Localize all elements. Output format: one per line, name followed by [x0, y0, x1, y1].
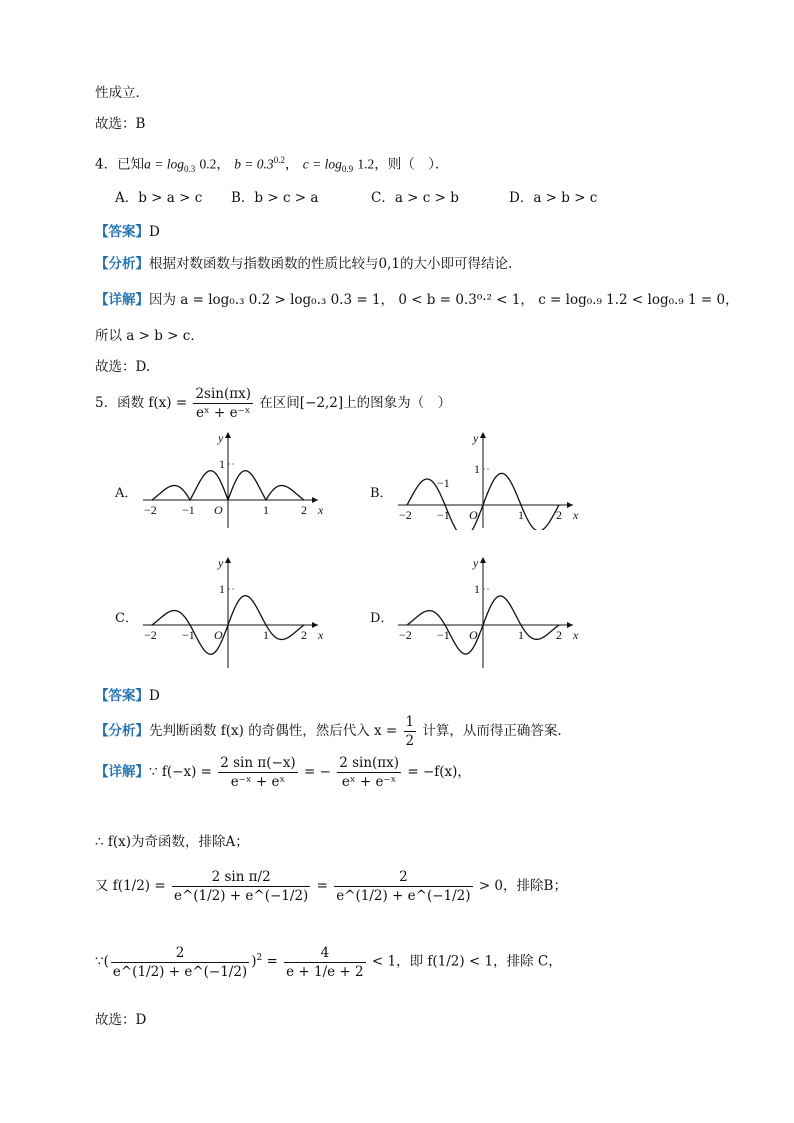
graph-b — [393, 430, 593, 530]
q5-stem: 5．函数 f(x) = $\frac{2\sin(\pi x)}{\text{eˣ + e⁻ˣ}}$ 在区间[−2,2]上的图象为（ ） — [95, 386, 452, 421]
q4-detail: 【详解】因为 a = log₀.₃ 0.2 > log₀.₃ 0.3 = 1， 0 < b = 0.3⁰·² < 1， c = log₀.₉ 1.2 < log₀.₉ 1 = 0， — [95, 292, 739, 308]
q4-stem: 4．已知$a = \log_{0.3} 0.2$， $b = 0.3^{0.2}$， $c = \log_{0.9} 1.2$，则（ ）． — [95, 155, 449, 175]
x-tick-1: 1 — [263, 503, 269, 517]
x-tick-1: 1 — [518, 508, 524, 522]
q5-analysis: 【分析】先判断函数 f(x) 的奇偶性，然后代入 x = $\frac{1}{2}$ 计算，从而得正确答案. — [95, 714, 562, 749]
option-a: A．b > a > c — [115, 190, 203, 206]
option-c: C．a > c > b — [371, 190, 459, 206]
origin-label: O — [469, 628, 478, 642]
q5-square-line: ∵( $\frac{2}{e\^{}(1/2) + e\^{}(-1/2)}$ )$^2$ = $\frac{4}{e + 1/e + 2}$ < 1，即 f(1/2) < 1，排除 C， — [95, 944, 562, 980]
x-tick-neg2: −2 — [399, 628, 412, 642]
y-axis-label: y — [473, 431, 479, 445]
x-tick-neg1: −1 — [437, 508, 450, 522]
continuation-text: 性成立． — [95, 85, 149, 101]
q4-conclusion: 所以 a > b > c． — [95, 328, 204, 344]
graph-label-a: A． — [115, 486, 138, 501]
q5-odd-line: ∴ f(x)为奇函数，排除A； — [95, 834, 249, 850]
y-tick-neg-one: −1 — [437, 476, 450, 490]
q4-final: 故选：D. — [95, 359, 151, 375]
x-tick-2: 2 — [301, 628, 307, 642]
y-axis-arrow — [480, 557, 486, 563]
y-axis-label: y — [218, 556, 224, 570]
y-axis-arrow — [480, 432, 486, 438]
x-axis-label: x — [573, 628, 579, 642]
y-axis-arrow — [225, 432, 231, 438]
x-tick-1: 1 — [518, 628, 524, 642]
q4-analysis: 【分析】根据对数函数与指数函数的性质比较与0,1的大小即可得结论. — [95, 256, 513, 272]
option-d: D．a > b > c — [509, 190, 598, 206]
x-axis-label: x — [573, 508, 579, 522]
x-tick-neg2: −2 — [144, 503, 157, 517]
x-tick-neg1: −1 — [182, 628, 195, 642]
x-tick-neg2: −2 — [144, 628, 157, 642]
y-tick-one: 1 — [474, 582, 480, 596]
previous-answer: 故选：B — [95, 116, 146, 132]
graph-c — [138, 555, 338, 670]
q4-answer: 【答案】D — [95, 224, 160, 240]
graph-label-b: B． — [370, 486, 393, 501]
graph-a — [138, 430, 338, 530]
x-tick-2: 2 — [556, 508, 562, 522]
option-b: B．b > c > a — [231, 190, 319, 206]
graph-label-c: C． — [115, 611, 138, 626]
x-axis-label: x — [318, 503, 324, 517]
y-tick-one: 1 — [474, 462, 480, 476]
q5-half-line: 又 f(1/2) = $\frac{\text{2 sin π/2}}{e\^{}(1/2) + e\^{}(-1/2)}$ = $\frac{2}{e\^{}(1/2) + e\^{}(-1/2)}$ > 0，排除B； — [95, 869, 567, 904]
graph-label-d: D． — [370, 611, 394, 626]
origin-label: O — [214, 503, 223, 517]
graph-d — [393, 555, 593, 670]
x-axis-label: x — [318, 628, 324, 642]
x-tick-2: 2 — [301, 503, 307, 517]
q5-answer: 【答案】D — [95, 688, 160, 704]
q5-final: 故选：D — [95, 1012, 147, 1028]
y-tick-one: 1 — [219, 582, 225, 596]
x-tick-neg2: −2 — [399, 508, 412, 522]
x-tick-neg1: −1 — [182, 503, 195, 517]
q5-detail: 【详解】∵ f(−x) = $\frac{\text{2 sin π(−x)}}{\text{e⁻ˣ + eˣ}}$ = − $\frac{2 \sin(\pi x)}{\text{eˣ + e⁻ˣ}}$ = −f(x)， — [95, 755, 471, 790]
origin-label: O — [214, 628, 223, 642]
x-tick-neg1: −1 — [437, 628, 450, 642]
origin-label: O — [469, 508, 478, 522]
y-axis-label: y — [218, 431, 224, 445]
q4-options — [115, 188, 715, 208]
y-axis-label: y — [473, 556, 479, 570]
x-tick-2: 2 — [556, 628, 562, 642]
y-tick-one: 1 — [219, 457, 225, 471]
y-axis-arrow — [225, 557, 231, 563]
x-tick-1: 1 — [263, 628, 269, 642]
